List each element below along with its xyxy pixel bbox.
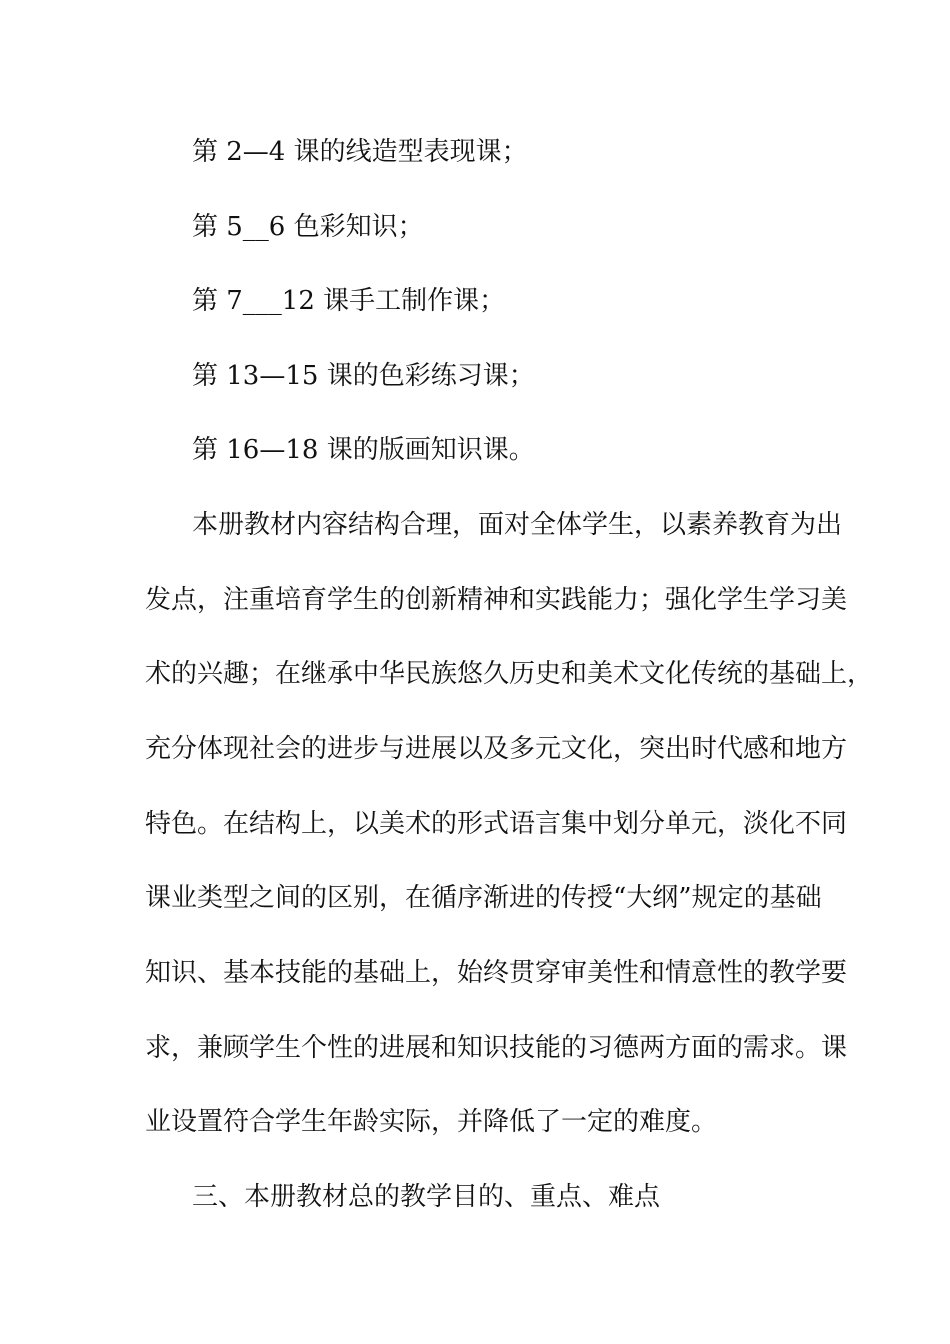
lesson-line-3: 第 7___12 课手工制作课； <box>192 286 506 316</box>
paragraph-line-8: 求，兼顾学生个性的进展和知识技能的习德两方面的需求。课 <box>145 1033 848 1063</box>
lesson-line-1: 第 2—4 课的线造型表现课； <box>192 137 528 167</box>
paragraph-line-1: 本册教材内容结构合理，面对全体学生，以素养教育为出 <box>192 510 843 540</box>
paragraph-line-5: 特色。在结构上，以美术的形式语言集中划分单元，淡化不同 <box>145 809 848 839</box>
paragraph-line-3: 术的兴趣；在继承中华民族悠久历史和美术文化传统的基础上， <box>145 659 874 689</box>
paragraph-line-6: 课业类型之间的区别，在循序渐进的传授“大纲”规定的基础 <box>145 883 822 913</box>
paragraph-line-2: 发点，注重培育学生的创新精神和实践能力；强化学生学习美 <box>145 585 848 615</box>
paragraph-line-9: 业设置符合学生年龄实际，并降低了一定的难度。 <box>145 1107 718 1137</box>
paragraph-line-4: 充分体现社会的进步与进展以及多元文化，突出时代感和地方 <box>145 734 848 764</box>
lesson-line-2: 第 5__6 色彩知识； <box>192 212 424 242</box>
lesson-line-4: 第 13—15 课的色彩练习课； <box>192 361 535 391</box>
section-heading: 三、本册教材总的教学目的、重点、难点 <box>192 1182 661 1212</box>
lesson-line-5: 第 16—18 课的版画知识课。 <box>192 435 535 465</box>
paragraph-line-7: 知识、基本技能的基础上，始终贯穿审美性和情意性的教学要 <box>145 958 848 988</box>
